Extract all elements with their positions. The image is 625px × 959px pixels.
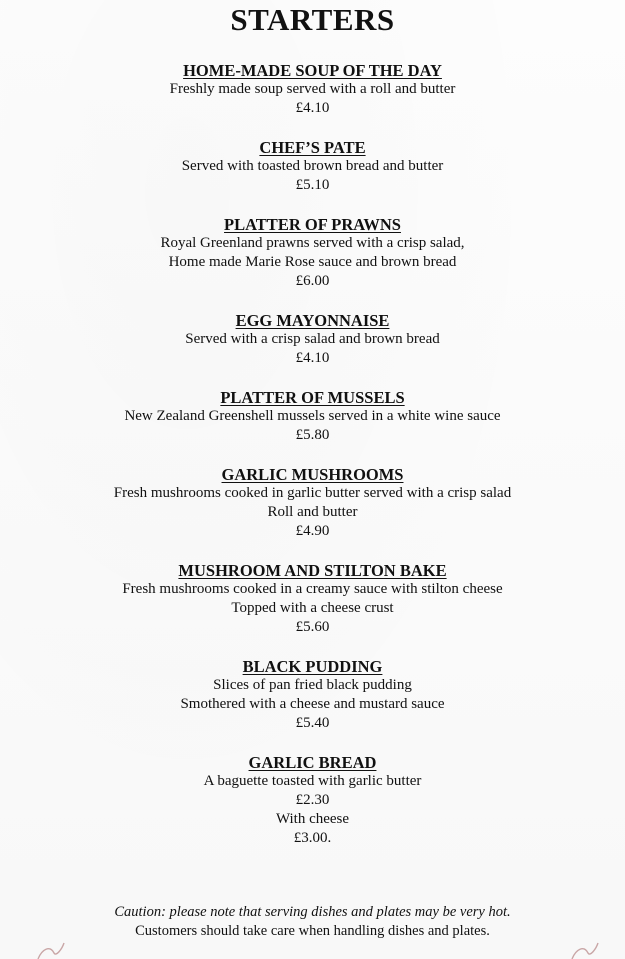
menu-item-price: £5.40 (295, 715, 330, 731)
menu-item-price: £5.60 (295, 619, 330, 635)
menu-item-price: £5.10 (295, 177, 330, 193)
menu-item-price: £4.10 (295, 100, 330, 116)
menu-item-price: £6.00 (295, 273, 330, 289)
menu-item-price: £4.10 (295, 350, 330, 366)
menu-item-name: HOME-MADE SOUP OF THE DAY (183, 61, 442, 80)
menu-item-description: Slices of pan fried black pudding (213, 677, 412, 693)
menu-item-description: Served with toasted brown bread and butter (181, 158, 444, 174)
menu-item (0, 61, 625, 118)
menu-item (0, 138, 625, 195)
menu-item-name: PLATTER OF PRAWNS (224, 215, 401, 234)
menu-item-description: Fresh mushrooms cooked in garlic butter served with a crisp salad (113, 485, 512, 501)
menu-item-name: EGG MAYONNAISE (235, 311, 390, 330)
menu-item-description: Freshly made soup served with a roll and butter (169, 81, 456, 97)
menu-item-price: £4.90 (295, 523, 330, 539)
menu-item-name: MUSHROOM AND STILTON BAKE (178, 561, 447, 580)
menu-item-description: Home made Marie Rose sauce and brown bread (168, 254, 457, 270)
menu-item (0, 388, 625, 445)
menu-item-description: Royal Greenland prawns served with a crisp salad, (160, 235, 465, 251)
menu-item-description: Served with a crisp salad and brown bread (185, 331, 440, 347)
menu-item-price: £2.30 (295, 792, 330, 808)
flourish-icon (568, 939, 608, 959)
menu-item-extra-label: With cheese (275, 811, 350, 827)
menu-item (0, 753, 625, 848)
menu-item-price: £5.80 (295, 427, 330, 443)
starters-list (0, 61, 625, 848)
menu-item-description: A baguette toasted with garlic butter (203, 773, 422, 789)
menu-item-extra-price: £3.00. (293, 830, 332, 846)
caution-note (0, 903, 625, 941)
menu-item-name: GARLIC MUSHROOMS (221, 465, 404, 484)
menu-item-name: GARLIC BREAD (248, 753, 377, 772)
page-title: STARTERS (230, 2, 395, 37)
menu-item-name: PLATTER OF MUSSELS (220, 388, 405, 407)
caution-line: Customers should take care when handling dishes and plates. (135, 923, 490, 939)
caution-line: Caution: please note that serving dishes and plates may be very hot. (114, 904, 511, 920)
menu-item (0, 561, 625, 637)
flourish-icon (34, 939, 74, 959)
menu-item-name: BLACK PUDDING (242, 657, 383, 676)
menu-item-description: Roll and butter (267, 504, 358, 520)
menu-item-name: CHEF’S PATE (259, 138, 366, 157)
menu-item (0, 657, 625, 733)
menu-item (0, 465, 625, 541)
menu-item-description: Topped with a cheese crust (231, 600, 394, 616)
menu-item-description: Fresh mushrooms cooked in a creamy sauce with stilton cheese (122, 581, 503, 597)
menu-item-description: Smothered with a cheese and mustard sauce (180, 696, 445, 712)
menu-item (0, 215, 625, 291)
menu-item (0, 311, 625, 368)
menu-item-description: New Zealand Greenshell mussels served in a white wine sauce (124, 408, 501, 424)
